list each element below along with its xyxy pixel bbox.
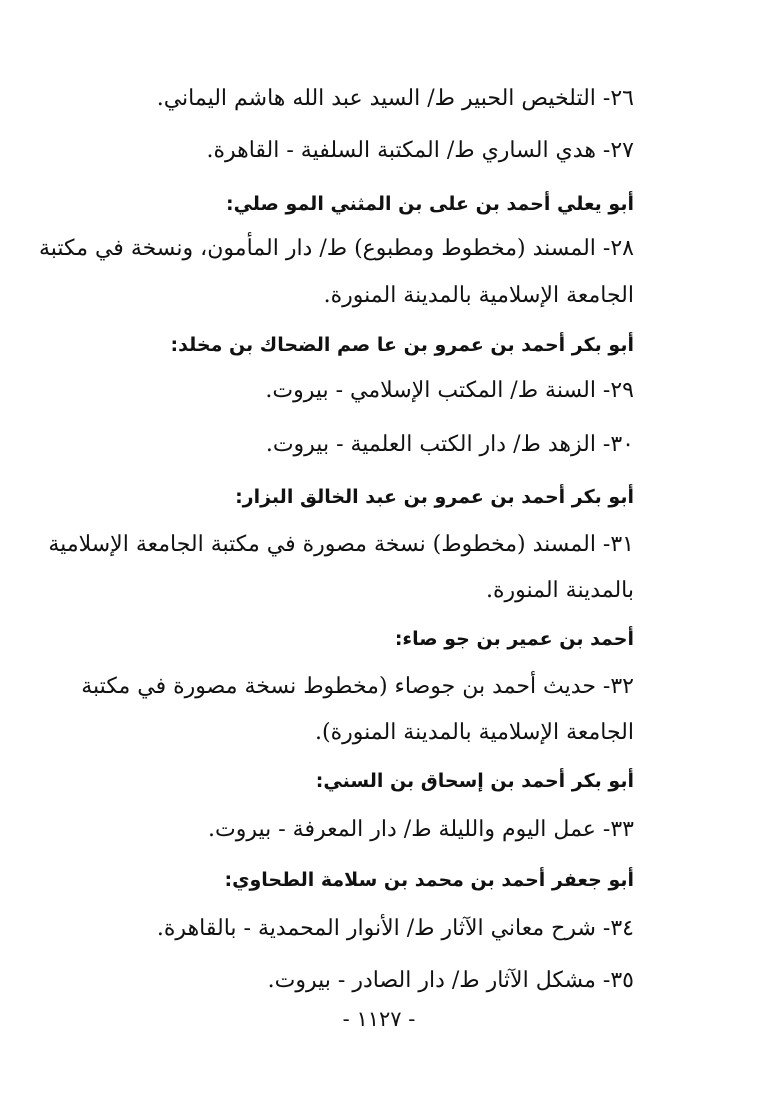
reference-entry-32-line-1: ٣٢- حديث أحمد بن جوصاء (مخطوط نسخة مصورة في مكتبة [81, 674, 634, 699]
reference-entry-26: ٢٦- التلخيص الحبير ط/ السيد عبد الله هاشم اليماني. [156, 86, 634, 111]
reference-entry-33: ٣٣- عمل اليوم والليلة ط/ دار المعرفة - بيروت. [208, 817, 634, 842]
reference-entry-27: ٢٧- هدي الساري ط/ المكتبة السلفية - القاهرة. [206, 138, 634, 163]
reference-entry-31-line-2: بالمدينة المنورة. [485, 578, 634, 603]
reference-entry-30: ٣٠- الزهد ط/ دار الكتب العلمية - بيروت. [265, 432, 634, 457]
reference-entry-28-line-1: ٢٨- المسند (مخطوط ومطبوع) ط/ دار المأمون، ونسخة في مكتبة [38, 236, 634, 261]
author-heading-ibn-jawsa: أحمد بن عمير بن جو صاء: [394, 628, 634, 650]
page-number: - ١١٢٧ - [342, 1007, 416, 1031]
author-heading-al-tahawi: أبو جعفر أحمد بن محمد بن سلامة الطحاوي: [224, 869, 634, 891]
reference-entry-34: ٣٤- شرح معاني الآثار ط/ الأنوار المحمدية - بالقاهرة. [156, 916, 634, 941]
reference-entry-31-line-1: ٣١- المسند (مخطوط) نسخة مصورة في مكتبة الجامعة الإسلامية [48, 532, 634, 557]
author-heading-abu-bakr-ibn-abi-asim: أبو بكر أحمد بن عمرو بن عا صم الضحاك بن مخلد: [170, 334, 634, 356]
reference-entry-32-line-2: الجامعة الإسلامية بالمدينة المنورة). [315, 720, 634, 745]
author-heading-ibn-al-sunni: أبو بكر أحمد بن إسحاق بن السني: [315, 770, 634, 792]
reference-entry-28-line-2: الجامعة الإسلامية بالمدينة المنورة. [323, 283, 634, 308]
author-heading-abu-yala: أبو يعلي أحمد بن على بن المثني المو صلي: [225, 193, 634, 215]
reference-entry-29: ٢٩- السنة ط/ المكتب الإسلامي - بيروت. [265, 378, 634, 403]
reference-entry-35: ٣٥- مشكل الآثار ط/ دار الصادر - بيروت. [267, 968, 634, 993]
author-heading-al-bazzar: أبو بكر أحمد بن عمرو بن عبد الخالق البزار: [235, 486, 634, 508]
